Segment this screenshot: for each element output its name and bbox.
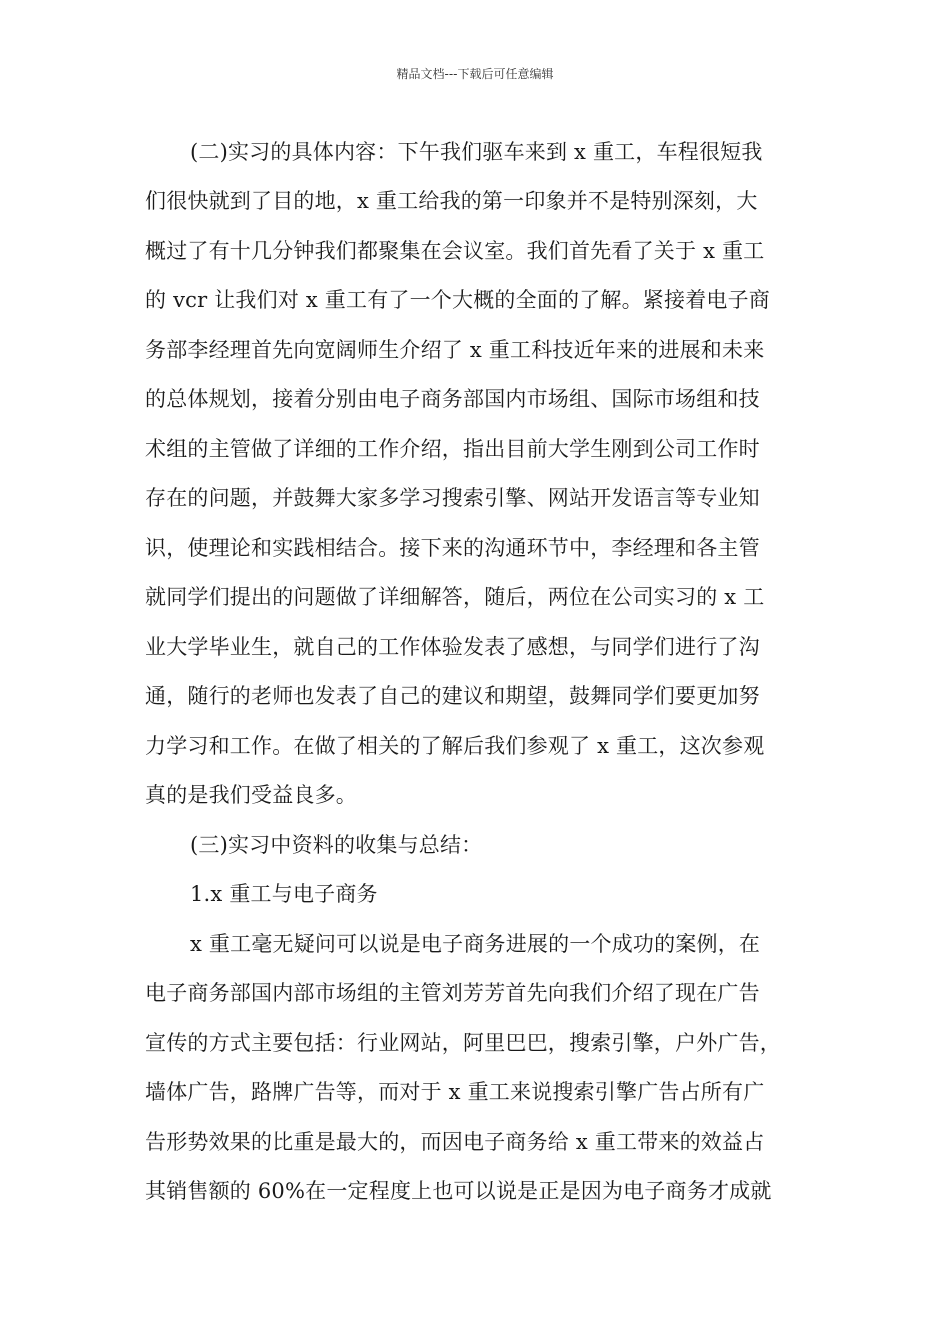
paragraph-line: 务部李经理首先向宽阔师生介绍了 x 重工科技近年来的进展和未来 xyxy=(145,338,765,362)
paragraph-line: 告形势效果的比重是最大的，而因电子商务给 x 重工带来的效益占 xyxy=(145,1130,765,1154)
section-heading: (三)实习中资料的收集与总结： xyxy=(190,833,483,857)
paragraph-line: 宣传的方式主要包括：行业网站，阿里巴巴，搜索引擎，户外广告， xyxy=(145,1031,781,1055)
paragraph-line: 业大学毕业生，就自己的工作体验发表了感想，与同学们进行了沟 xyxy=(145,635,760,659)
paragraph-line: 通，随行的老师也发表了自己的建议和期望，鼓舞同学们要更加努 xyxy=(145,684,760,708)
paragraph-line: 的总体规划，接着分别由电子商务部国内市场组、国际市场组和技 xyxy=(145,387,760,411)
paragraph-line: 力学习和工作。在做了相关的了解后我们参观了 x 重工，这次参观 xyxy=(145,734,765,758)
paragraph-line: 术组的主管做了详细的工作介绍，指出目前大学生刚到公司工作时 xyxy=(145,437,760,461)
paragraph-line: 墙体广告，路牌广告等，而对于 x 重工来说搜索引擎广告占所有广 xyxy=(145,1080,765,1104)
paragraph-line: 电子商务部国内部市场组的主管刘芳芳首先向我们介绍了现在广告 xyxy=(145,981,760,1005)
paragraph-line: 的 vcr 让我们对 x 重工有了一个大概的全面的了解。紧接着电子商 xyxy=(145,288,771,312)
paragraph-line: 就同学们提出的问题做了详细解答，随后，两位在公司实习的 x 工 xyxy=(145,585,765,609)
page-header: 精品文档---下载后可任意编辑 xyxy=(396,67,554,81)
subsection-heading: 1.x 重工与电子商务 xyxy=(190,882,378,906)
paragraph-line: 存在的问题，并鼓舞大家多学习搜索引擎、网站开发语言等专业知 xyxy=(145,486,760,510)
paragraph-line: (二)实习的具体内容：下午我们驱车来到 x 重工，车程很短我 xyxy=(190,140,763,164)
paragraph-line: 其销售额的 60%在一定程度上也可以说是正是因为电子商务才成就 xyxy=(145,1179,772,1203)
paragraph-line: 们很快就到了目的地，x 重工给我的第一印象并不是特别深刻，大 xyxy=(145,189,758,213)
paragraph-line: x 重工毫无疑问可以说是电子商务进展的一个成功的案例，在 xyxy=(190,932,761,956)
paragraph-line: 识，使理论和实践相结合。接下来的沟通环节中，李经理和各主管 xyxy=(145,536,760,560)
paragraph-line: 概过了有十几分钟我们都聚集在会议室。我们首先看了关于 x 重工 xyxy=(145,239,765,263)
paragraph-line: 真的是我们受益良多。 xyxy=(145,783,357,807)
